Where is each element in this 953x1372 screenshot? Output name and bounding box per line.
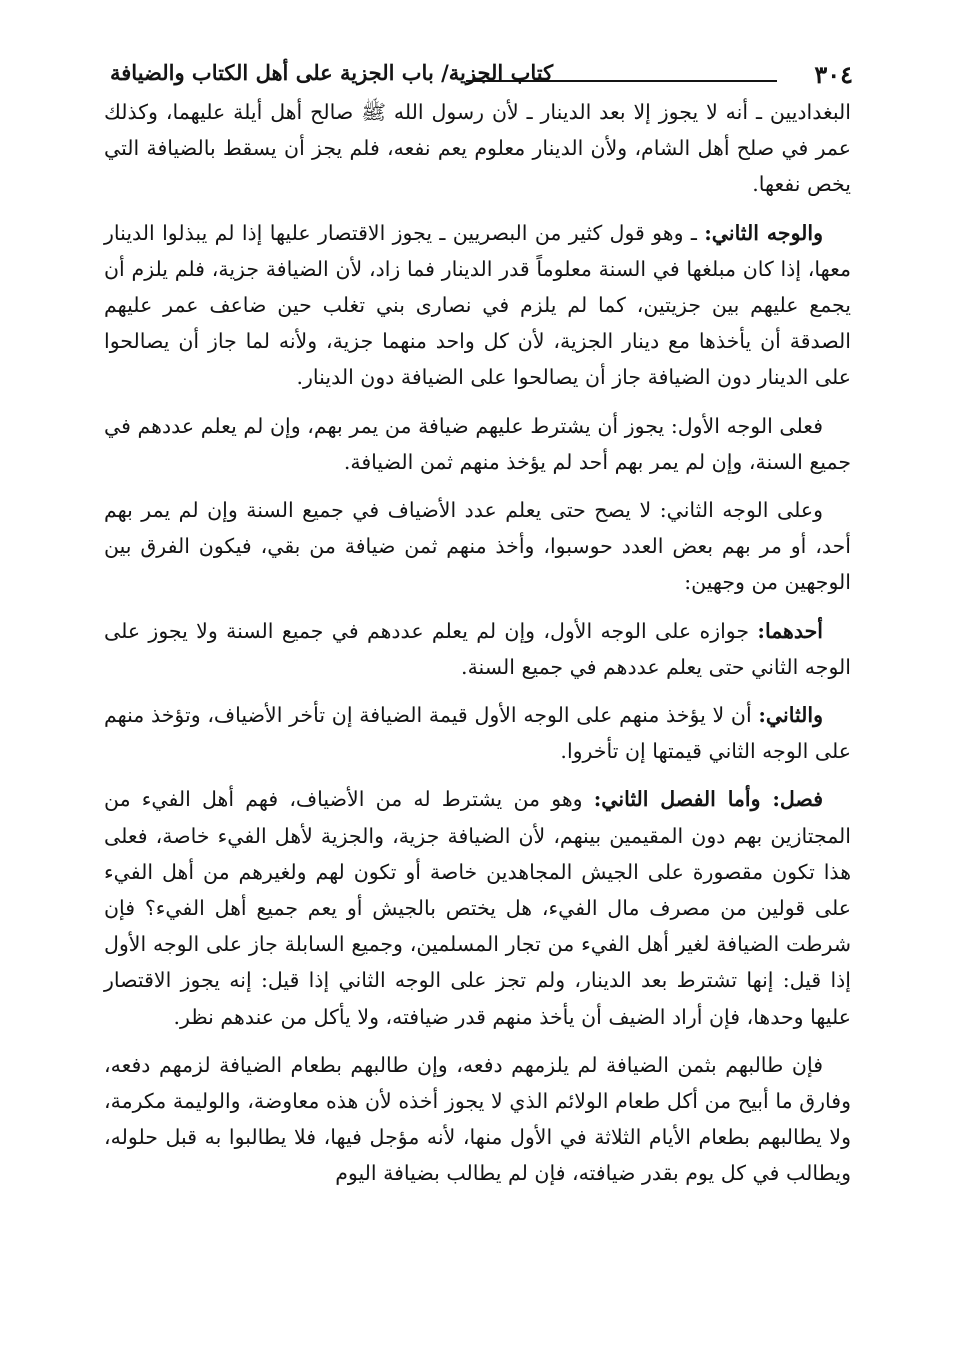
paragraph-1 — [104, 94, 851, 203]
paragraph-text: أن لا يؤخذ منهم على الوجه الأول قيمة الضيافة إن تأخر الأضياف، وتؤخذ منهم على الوجه الثاني قيمتها إن تأخروا. — [104, 703, 851, 764]
paragraph-lead: أحدهما: — [757, 618, 823, 643]
running-title: كتاب الجزية/ باب الجزية على أهل الكتاب والضيافة — [110, 60, 554, 85]
body-text — [104, 94, 851, 1192]
page-number: ٣٠٤ — [814, 60, 853, 89]
paragraph-text: فعلى الوجه الأول: يجوز أن يشترط عليهم ضيافة من يمر بهم، وإن لم يعلم عددهم في جميع السنة، وإن لم يمر بهم أحد لم يؤخذ منهم ثمن الضيافة. — [104, 413, 851, 474]
paragraph-lead: والثاني: — [758, 703, 823, 728]
paragraph-text: وهو من يشترط له من الأضياف، فهم أهل الفيء من المجتازين بهم دون المقيمين بينهم، لأن الضيافة جزية، والجزية لأهل الفيء خاصة، فعلى هذا تكون مقصورة على الجيش المجاهدين خاصة أو تكون لهم ولغيرهم من أهل الفيء على قولين من مصرف مال الفيء، هل يختص بالجيش أو يعم جميع أهل الفيء؟ فإن شرطت الضيافة لغير أهل الفيء من تجار المسلمين، وجميع السابلة جاز على الوجه الأول إذا قيل: إنها تشترط بعد الدينار، ولم تجز على الوجه الثاني إذا قيل: إنه يجوز الاقتصار عليها وحدها، فإن أراد الضيف أن يأخذ منهم قدر ضيافته، ولا يأكل من عندهم نظر. — [104, 787, 851, 1029]
paragraph-6 — [104, 697, 851, 769]
paragraph-7 — [104, 781, 851, 1034]
paragraph-4 — [104, 492, 851, 601]
paragraph-text: البغداديين ـ أنه لا يجوز إلا بعد الدينار ـ لأن رسول الله ﷺ صالح أهل أيلة عليهما، وكذلك عمر في صلح أهل الشام، ولأن الدينار معلوم يعم نفعه، فلم يجز أن يسقط بالضيافة التي يخص نفعها. — [104, 100, 851, 197]
paragraph-3 — [104, 408, 851, 480]
paragraph-lead: والوجه الثاني: — [704, 220, 824, 245]
paragraph-8 — [104, 1047, 851, 1192]
paragraph-text: جوازه على الوجه الأول، وإن لم يعلم عددهم في جميع السنة ولا يجوز على الوجه الثاني حتى يعلم عددهم في جميع السنة. — [104, 618, 851, 679]
paragraph-lead: فصل: وأما الفصل الثاني: — [593, 787, 823, 812]
running-header — [110, 56, 853, 96]
paragraph-2 — [104, 215, 851, 396]
paragraph-text: وعلى الوجه الثاني: لا يصح حتى يعلم عدد الأضياف في جميع السنة وإن لم يمر بهم أحد، أو مر بهم بعض العدد حوسبوا، وأخذ منهم ثمن ضيافة من بقي، فيكون الفرق بين الوجهين من وجهين: — [104, 498, 851, 595]
paragraph-text: فإن طالبهم بثمن الضيافة لم يلزمهم دفعه، وإن طالبهم بطعام الضيافة لزمهم دفعه، وفارق ما أبيح من أكل طعام الولائم الذي لا يجوز أخذه لأن هذه معاوضة، والوليمة مكرمة، ولا يطالبهم بطعام الأيام الثلاثة في الأول منها، لأنه مؤجل فيها، فلا يطالبوا به قبل حلوله، ويطالب في كل يوم بقدر ضيافته، فإن لم يطالب بضيافة اليوم — [104, 1052, 851, 1186]
paragraph-5 — [104, 613, 851, 685]
paragraph-text: ـ وهو قول كثير من البصريين ـ يجوز الاقتصار عليها إذا لم يبذلوا الدينار معها، إذا كان مبلغها في السنة معلوماً قدر الدينار فما زاد، لأن الضيافة جزية، فلم يلزم أن يجمع عليهم بين جزيتين، كما لم يلزم في نصارى بني تغلب حين ضاعف عمر عليهم الصدقة أن يأخذها مع دينار الجزية، لأن كل واحد منهما جزية، ولأنه لما جاز أن يصالحوا على الدينار دون الضيافة جاز أن يصالحوا على الضيافة دون الدينار. — [104, 220, 851, 390]
